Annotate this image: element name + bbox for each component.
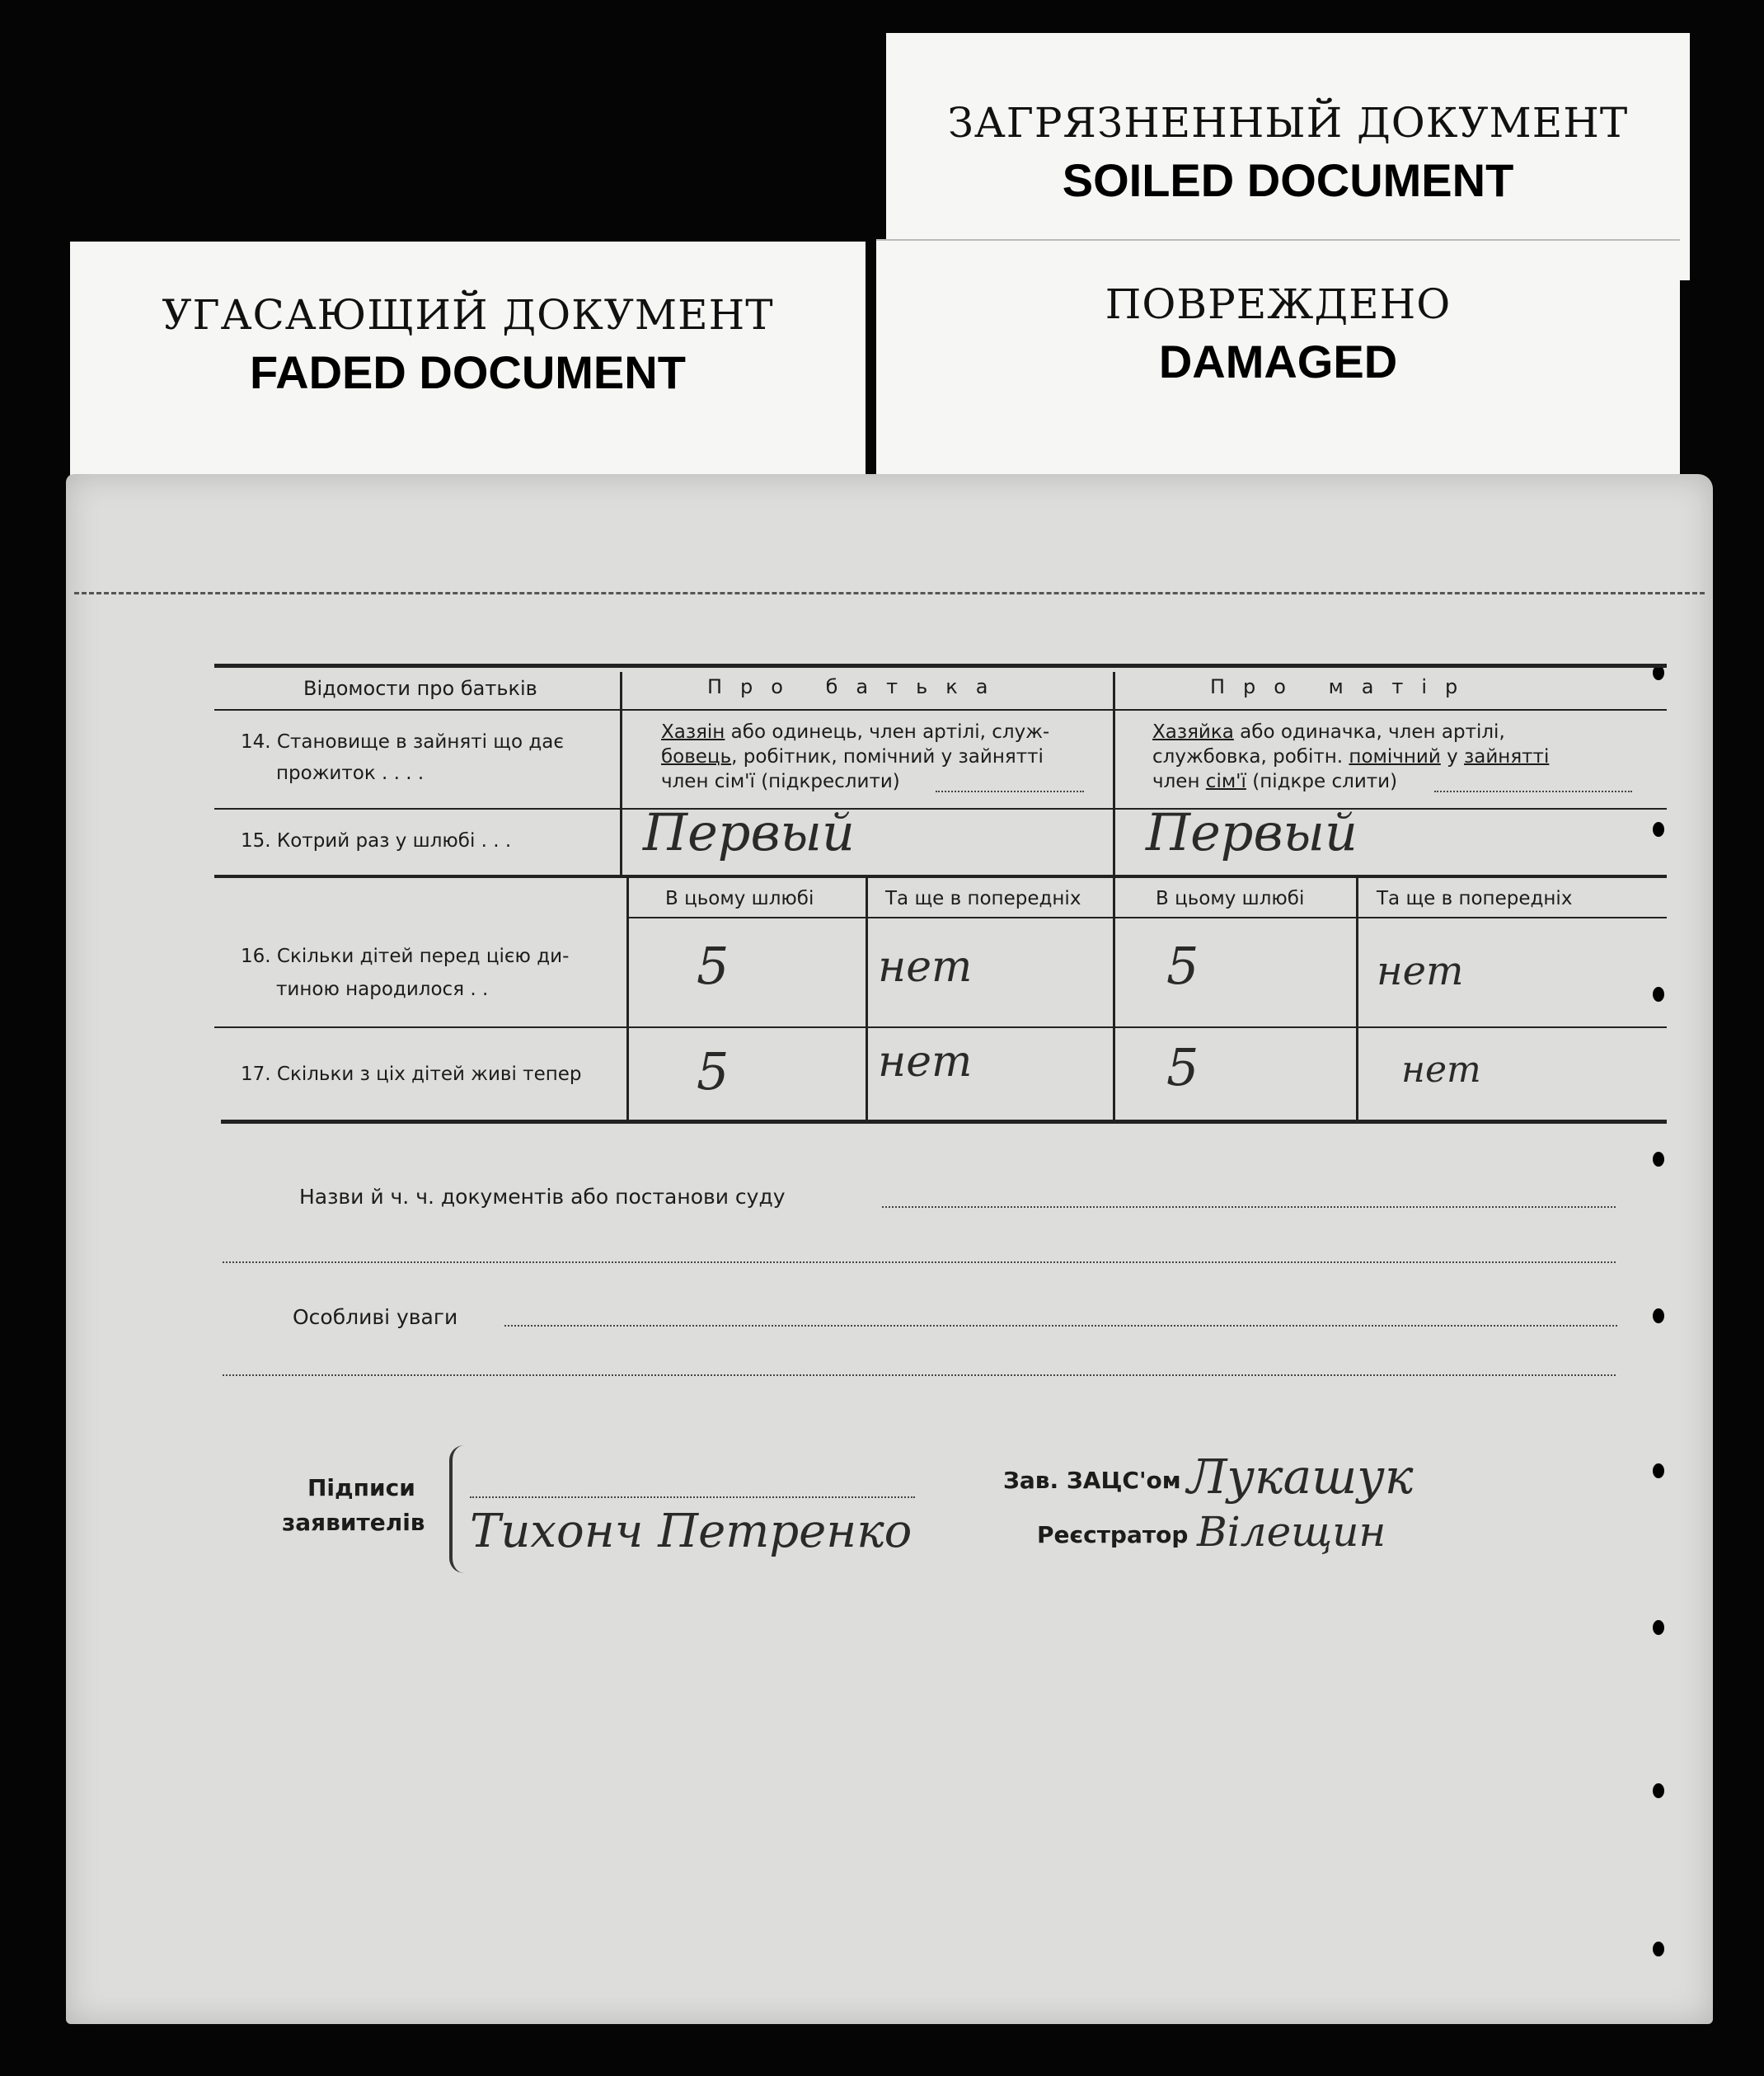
- row14-father-line3: член сім'ї (підкреслити): [661, 771, 900, 792]
- row17-mother-prev: нет: [1401, 1049, 1481, 1091]
- faded-document-stamp: [70, 242, 866, 489]
- row17-father-this: 5: [697, 1041, 730, 1101]
- subheader-mother-prev: Та ще в попередніх: [1377, 888, 1573, 909]
- row14-mother-line2: службовка, робітн. помічний у зайнятті: [1152, 746, 1550, 768]
- row17-father-prev: нет: [878, 1037, 973, 1087]
- row15-label: 15. Котрий раз у шлюбі . . .: [241, 830, 512, 852]
- punch-hole: [1653, 987, 1664, 1002]
- row16-father-prev: нет: [878, 942, 973, 992]
- document-page: [66, 474, 1713, 2024]
- subheader-father-prev: Та ще в попередніх: [885, 888, 1081, 909]
- applicants-label-line2: заявителів: [282, 1509, 425, 1536]
- table-vline-mid: [1113, 672, 1115, 1121]
- punch-hole: [1653, 1463, 1664, 1478]
- documents-dots: [882, 1206, 1616, 1208]
- documents-label: Назви й ч. ч. документів або постанови суду: [299, 1185, 786, 1209]
- row14-father-line2: бовець, робітник, помічний у зайнятті: [661, 746, 1044, 768]
- header-col0: Відомости про батьків: [303, 677, 537, 700]
- applicants-brace: [449, 1445, 469, 1573]
- table-vline-col0-lower: [626, 878, 629, 1121]
- damaged-stamp-en: DAMAGED: [1158, 336, 1398, 387]
- punch-hole: [1653, 1620, 1664, 1635]
- damaged-document-stamp: [876, 239, 1680, 486]
- row16-father-this: 5: [697, 936, 730, 996]
- subheader-mother-this: В цьому шлюбі: [1156, 888, 1305, 909]
- row14-label-line2: прожиток . . . .: [276, 763, 425, 784]
- applicants-signature: Тихонч Петренко: [470, 1505, 912, 1558]
- row17-mother-this: 5: [1166, 1037, 1199, 1097]
- documents-dots-line2: [223, 1261, 1616, 1263]
- applicants-dots: [470, 1496, 915, 1498]
- table-header-rule: [214, 709, 1667, 711]
- row16-mother-this: 5: [1166, 936, 1199, 996]
- row15-father-value: Первый: [643, 802, 855, 862]
- row16-label-line2: тиною народилося . .: [276, 979, 489, 1000]
- head-label: Зав. ЗАЦС'ом: [1003, 1467, 1181, 1494]
- table-bottom-rule: [221, 1120, 1667, 1124]
- punch-hole: [1653, 822, 1664, 837]
- table-vline-col0: [620, 672, 622, 878]
- header-father: Про батька: [707, 675, 1006, 698]
- table-row14-rule: [214, 808, 1667, 810]
- row14-mother-dots: [1434, 791, 1632, 792]
- punch-hole: [1653, 1308, 1664, 1323]
- table-top-rule: [214, 664, 1667, 668]
- table-row16-rule: [214, 1026, 1667, 1028]
- subheader-father-this: В цьому шлюбі: [665, 888, 814, 909]
- soiled-stamp-ru: ЗАГРЯЗНЕННЫЙ ДОКУМЕНТ: [947, 99, 1629, 147]
- table-vline-father-split: [866, 878, 868, 1121]
- soiled-stamp-en: SOILED DOCUMENT: [1062, 154, 1514, 206]
- damaged-stamp-ru: ПОВРЕЖДЕНО: [1105, 280, 1452, 328]
- remarks-dots: [504, 1325, 1617, 1327]
- table-row15-rule: [214, 875, 1667, 878]
- punch-hole: [1653, 1783, 1664, 1798]
- perforation-line: [74, 592, 1705, 594]
- row16-label-line1: 16. Скільки дітей перед цією ди-: [241, 946, 570, 967]
- registrar-signature: Вілещин: [1197, 1508, 1386, 1556]
- remarks-dots-line2: [223, 1374, 1616, 1376]
- punch-hole: [1653, 1152, 1664, 1167]
- row14-father-dots: [936, 791, 1084, 792]
- faded-stamp-ru: УГАСАЮЩИЙ ДОКУМЕНТ: [162, 291, 774, 339]
- row14-father-line1: Хазяін або одинець, член артілі, служ-: [661, 721, 1050, 743]
- head-signature: Лукашук: [1187, 1449, 1414, 1505]
- table-subheader-rule: [626, 917, 1667, 918]
- table-vline-mother-split: [1356, 878, 1358, 1121]
- punch-hole: [1653, 1942, 1664, 1956]
- row17-label: 17. Скільки з ціх дітей живі тепер: [241, 1064, 582, 1085]
- remarks-label: Особливі уваги: [293, 1305, 458, 1329]
- row14-mother-line3: член сім'ї (підкре слити): [1152, 771, 1398, 792]
- row14-label-line1: 14. Становище в зайняті що дає: [241, 731, 564, 753]
- applicants-label-line1: Підписи: [307, 1474, 415, 1501]
- registrar-label: Реєстратор: [1037, 1521, 1189, 1548]
- row16-mother-prev: нет: [1377, 948, 1464, 994]
- faded-stamp-en: FADED DOCUMENT: [250, 346, 686, 398]
- header-mother: Про матір: [1210, 675, 1476, 698]
- row14-mother-line1: Хазяйка або одиначка, член артілі,: [1152, 721, 1505, 743]
- row15-mother-value: Первый: [1146, 802, 1358, 862]
